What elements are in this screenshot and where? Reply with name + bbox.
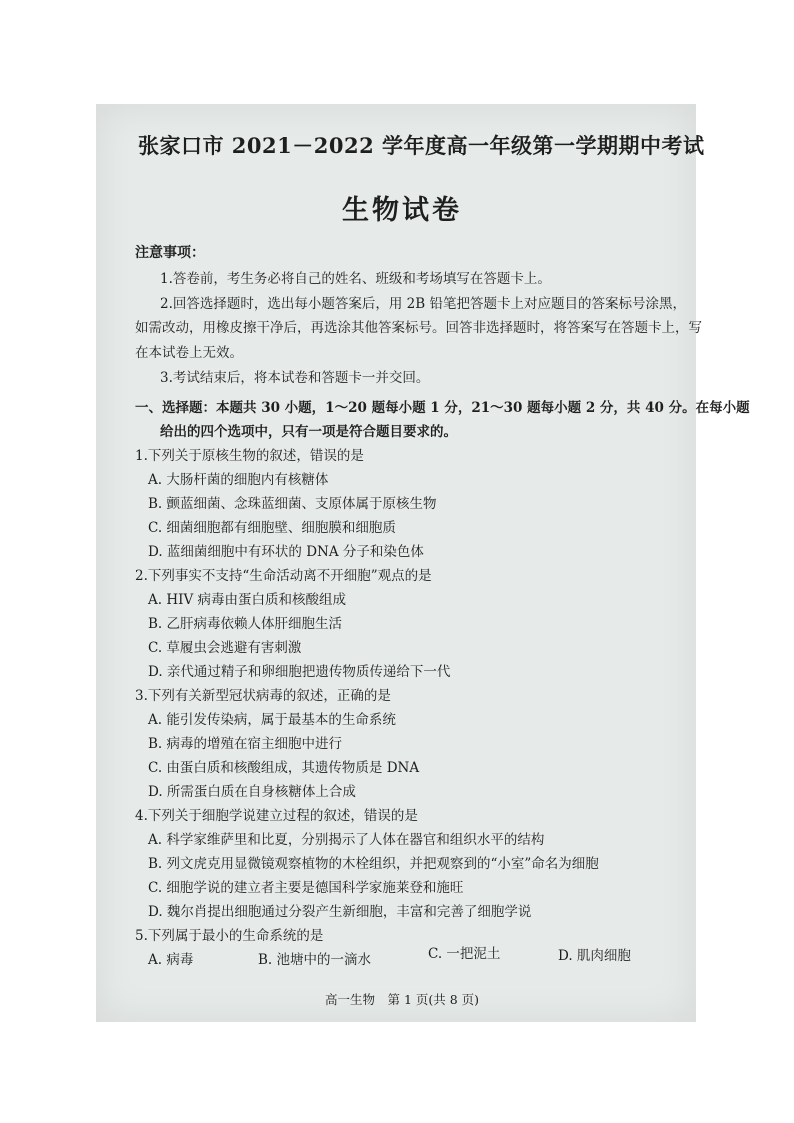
exam-subject: 生物试卷 xyxy=(342,195,462,226)
option: C. 由蛋白质和核酸组成，其遗传物质是 DNA xyxy=(148,760,420,776)
section-heading: 一、选择题：本题共 30 小题，1～20 题每小题 1 分，21～30 题每小题 2 分，共 40 分。在每小题 xyxy=(135,400,750,416)
option: B. 乙肝病毒依赖人体肝细胞生活 xyxy=(148,616,343,632)
option: D. 肌肉细胞 xyxy=(558,948,631,964)
option: D. 所需蛋白质在自身核糖体上合成 xyxy=(148,784,356,800)
section-heading-cont: 给出的四个选项中，只有一项是符合题目要求的。 xyxy=(160,424,457,440)
option: A. 能引发传染病，属于最基本的生命系统 xyxy=(148,712,396,728)
option: C. 一把泥土 xyxy=(428,946,501,962)
question-stem: 2.下列事实不支持“生命活动离不开细胞”观点的是 xyxy=(135,568,432,584)
note-item: 2.回答选择题时，选出每小题答案后，用 2B 铅笔把答题卡上对应题目的答案标号涂黑， xyxy=(160,296,686,312)
option: D. 蓝细菌细胞中有环状的 DNA 分子和染色体 xyxy=(148,544,424,560)
option: B. 病毒的增殖在宿主细胞中进行 xyxy=(148,736,343,752)
note-item: 1.答卷前，考生务必将自己的姓名、班级和考场填写在答题卡上。 xyxy=(160,271,551,287)
question-stem: 3.下列有关新型冠状病毒的叙述，正确的是 xyxy=(135,688,391,704)
note-item: 在本试卷上无效。 xyxy=(135,345,243,361)
question-stem: 4.下列关于细胞学说建立过程的叙述，错误的是 xyxy=(135,808,418,824)
question-stem: 5.下列属于最小的生命系统的是 xyxy=(135,928,324,944)
option: B. 颤蓝细菌、念珠蓝细菌、支原体属于原核生物 xyxy=(148,496,437,512)
page-footer: 高一生物 第 1 页(共 8 页) xyxy=(325,992,480,1007)
option: A. HIV 病毒由蛋白质和核酸组成 xyxy=(148,592,346,608)
option: C. 草履虫会逃避有害刺激 xyxy=(148,640,302,656)
note-item: 3.考试结束后，将本试卷和答题卡一并交回。 xyxy=(160,370,430,386)
option: C. 细菌细胞都有细胞壁、细胞膜和细胞质 xyxy=(148,520,396,536)
option: A. 大肠杆菌的细胞内有核糖体 xyxy=(148,472,329,488)
exam-title: 张家口市 2021－2022 学年度高一年级第一学期期中考试 xyxy=(138,133,705,158)
option: D. 魏尔肖提出细胞通过分裂产生新细胞，丰富和完善了细胞学说 xyxy=(148,904,532,920)
option: A. 科学家维萨里和比夏，分别揭示了人体在器官和组织水平的结构 xyxy=(148,832,545,848)
option: D. 亲代通过精子和卵细胞把遗传物质传递给下一代 xyxy=(148,664,451,680)
option: A. 病毒 xyxy=(148,952,194,968)
option: C. 细胞学说的建立者主要是德国科学家施莱登和施旺 xyxy=(148,880,464,896)
option: B. 池塘中的一滴水 xyxy=(258,952,372,968)
notes-heading: 注意事项： xyxy=(135,245,205,261)
question-stem: 1.下列关于原核生物的叙述，错误的是 xyxy=(135,448,364,464)
option: B. 列文虎克用显微镜观察植物的木栓组织，并把观察到的“小室”命名为细胞 xyxy=(148,856,599,872)
note-item: 如需改动，用橡皮擦干净后，再选涂其他答案标号。回答非选择题时，将答案写在答题卡上，写 xyxy=(135,320,702,336)
